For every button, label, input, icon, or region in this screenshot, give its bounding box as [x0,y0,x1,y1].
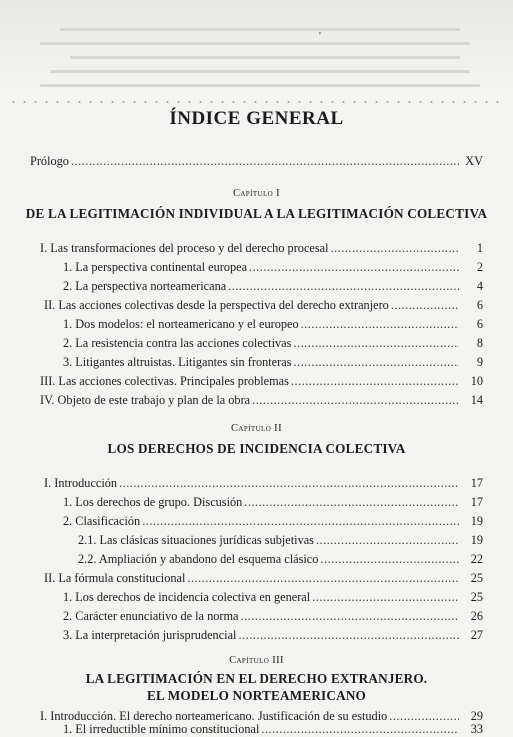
chapter-title: LOS DERECHOS DE INCIDENCIA COLECTIVA [107,441,406,456]
toc-entry-text: II. Las acciones colectivas desde la perspectiva del derecho extranjero [44,298,389,312]
chapter-title-line-2: EL MODELO NORTEAMERICANO [146,688,367,703]
toc-entry-page: 8 [476,336,483,350]
toc-entry-page: 2 [476,260,483,274]
toc-entry-text: 1. Los derechos de incidencia colectiva en general [63,590,311,604]
leader-dots [293,336,459,351]
toc-entry-text: I. Introducción. El derecho norteamericano. Justificación de su estudio [40,709,388,723]
toc-entry[interactable] [44,571,483,586]
toc-entry[interactable] [63,317,483,332]
leader-dots [71,154,459,169]
toc-entry-text: Prólogo [30,154,69,168]
toc-entry[interactable] [63,260,483,275]
scan-mark: ʼ [318,30,322,42]
toc-entry-text: 3. Litigantes altruistas. Litigantes sin fronteras [63,355,292,369]
page-title: ÍNDICE GENERAL [169,108,344,129]
toc-entry-page: 1 [476,241,483,255]
toc-entry[interactable] [40,393,483,408]
toc-entry[interactable] [44,476,483,491]
toc-entry-page: 19 [470,514,483,528]
leader-dots [252,393,459,408]
toc-entry[interactable] [63,514,483,529]
toc-entry-page: 29 [470,709,483,723]
toc-entry[interactable] [63,722,483,737]
toc-entry-page: XV [465,154,483,168]
toc-entry-text: I. Las transformaciones del proceso y del derecho procesal [40,241,329,255]
leader-dots [301,317,459,332]
toc-entry-text: 2. La perspectiva norteamericana [63,279,227,293]
toc-entry-page: 22 [470,552,483,566]
toc-entry[interactable] [63,590,483,605]
toc-entry-page: 10 [470,374,483,388]
toc-entry-prologo[interactable] [30,154,483,169]
leader-dots [241,609,460,624]
toc-entry-text: 1. El irreductible mínimo constitucional [63,722,260,736]
toc-entry-text: 1. La perspectiva continental europea [63,260,248,274]
toc-entry[interactable] [63,495,483,510]
toc-entry[interactable] [63,628,483,643]
toc-entry-page: 25 [470,571,483,585]
leader-dots [331,241,459,256]
leader-dots [293,355,459,370]
toc-entry-page: 27 [470,628,483,642]
toc-entry[interactable] [40,374,483,389]
dotted-divider [8,99,505,105]
toc-entry-text: II. La fórmula constitucional [44,571,186,585]
toc-entry[interactable] [63,609,483,624]
toc-entry[interactable] [63,336,483,351]
toc-entry[interactable] [40,241,483,256]
toc-entry-text: 2.2. Ampliación y abandono del esquema clásico [78,552,319,566]
leader-dots [261,722,459,737]
toc-entry-page: 17 [470,476,483,490]
bleed-through-area [0,0,513,100]
toc-entry[interactable] [63,279,483,294]
toc-entry-text: 2. La resistencia contra las acciones colectivas [63,336,292,350]
leader-dots [244,495,459,510]
leader-dots [316,533,459,548]
toc-entry-text: 1. Dos modelos: el norteamericano y el europeo [63,317,299,331]
toc-entry-page: 19 [470,533,483,547]
chapter-title: DE LA LEGITIMACIÓN INDIVIDUAL A LA LEGITIMACIÓN COLECTIVA [25,206,488,221]
toc-entry-text: 2.1. Las clásicas situaciones jurídicas subjetivas [78,533,314,547]
leader-dots [187,571,459,586]
toc-entry-text: III. Las acciones colectivas. Principales problemas [40,374,289,388]
chapter-label: Capítulo II [231,423,282,434]
toc-entry-page: 6 [476,298,483,312]
toc-entry-text: 2. Carácter enunciativo de la norma [63,609,239,623]
toc-entry[interactable] [63,355,483,370]
chapter-label: Capítulo I [232,188,281,199]
toc-entry[interactable] [44,298,483,313]
toc-entry-page: 6 [476,317,483,331]
toc-entry-page: 4 [476,279,483,293]
toc-entry[interactable] [78,552,483,567]
leader-dots [391,298,459,313]
leader-dots [142,514,459,529]
toc-entry-text: IV. Objeto de este trabajo y plan de la obra [40,393,251,407]
toc-entry-text: 3. La interpretación jurisprudencial [63,628,237,642]
leader-dots [249,260,459,275]
leader-dots [238,628,459,643]
leader-dots [228,279,459,294]
toc-entry-page: 25 [470,590,483,604]
chapter-title-line-1: LA LEGITIMACIÓN EN EL DERECHO EXTRANJERO. [85,671,428,686]
toc-entry-page: 33 [470,722,483,736]
toc-entry-page: 9 [476,355,483,369]
toc-entry-page: 14 [470,393,483,407]
leader-dots [119,476,459,491]
toc-entry-page: 17 [470,495,483,509]
leader-dots [312,590,459,605]
leader-dots [320,552,459,567]
toc-entry-text: 2. Clasificación [63,514,141,528]
chapter-label: Capítulo III [229,655,284,666]
toc-entry-text: 1. Los derechos de grupo. Discusión [63,495,243,509]
toc-entry-text: I. Introducción [44,476,118,490]
toc-entry-page: 26 [470,609,483,623]
toc-entry[interactable] [78,533,483,548]
leader-dots [291,374,459,389]
